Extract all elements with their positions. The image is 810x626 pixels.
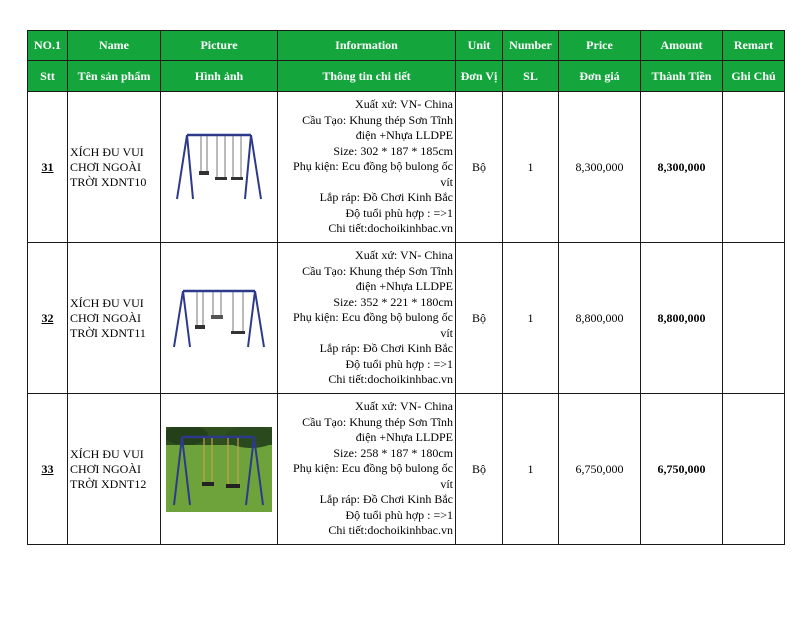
row-remark bbox=[723, 394, 785, 545]
table-row bbox=[28, 92, 785, 243]
header-information: Information bbox=[278, 31, 456, 61]
info-structure: Cầu Tạo: Khung thép Sơn Tĩnh bbox=[302, 263, 453, 278]
info-detail: Chi tiết:dochoikinhbac.vn bbox=[328, 372, 453, 387]
info-accessory: Phụ kiện: Ecu đồng bộ bulong ốc bbox=[293, 159, 453, 174]
row-stt: 31 bbox=[28, 92, 68, 243]
table-row bbox=[28, 394, 785, 545]
info-origin: Xuất xứ: VN- China bbox=[355, 97, 453, 112]
row-qty: 1 bbox=[503, 394, 559, 545]
row-product-name: XÍCH ĐU VUI CHƠI NGOÀI TRỜI XDNT10 bbox=[68, 92, 161, 243]
header-name: Name bbox=[68, 31, 161, 61]
info-assembly: Lắp ráp: Đồ Chơi Kinh Bắc bbox=[319, 190, 453, 205]
row-picture bbox=[161, 92, 278, 243]
header-row-vietnamese bbox=[28, 61, 785, 92]
info-accessory: Phụ kiện: Ecu đồng bộ bulong ốc bbox=[293, 461, 453, 476]
info-structure-cont: điện +Nhựa LLDPE bbox=[355, 279, 453, 294]
row-product-name: XÍCH ĐU VUI CHƠI NGOÀI TRỜI XDNT12 bbox=[68, 394, 161, 545]
swing-set-icon bbox=[173, 133, 265, 201]
row-remark bbox=[723, 243, 785, 394]
info-age: Độ tuổi phù hợp : =>1 bbox=[345, 356, 453, 371]
row-information bbox=[278, 243, 456, 394]
row-information bbox=[278, 394, 456, 545]
swing-photo-icon bbox=[166, 427, 272, 512]
swing-set-icon bbox=[171, 287, 267, 349]
row-product-name: XÍCH ĐU VUI CHƠI NGOÀI TRỜI XDNT11 bbox=[68, 243, 161, 394]
row-picture bbox=[161, 243, 278, 394]
price-quote-table bbox=[27, 30, 785, 545]
info-assembly: Lắp ráp: Đồ Chơi Kinh Bắc bbox=[319, 492, 453, 507]
info-detail: Chi tiết:dochoikinhbac.vn bbox=[328, 523, 453, 538]
row-unit: Bộ bbox=[456, 243, 503, 394]
info-structure-cont: điện +Nhựa LLDPE bbox=[355, 128, 453, 143]
header-number: Number bbox=[503, 31, 559, 61]
info-age: Độ tuổi phù hợp : =>1 bbox=[345, 507, 453, 522]
row-qty: 1 bbox=[503, 243, 559, 394]
row-amount: 8,300,000 bbox=[641, 92, 723, 243]
row-information bbox=[278, 92, 456, 243]
header-picture: Picture bbox=[161, 31, 278, 61]
header-stt: Stt bbox=[28, 61, 68, 92]
row-price: 8,800,000 bbox=[559, 243, 641, 394]
info-accessory-cont: vít bbox=[440, 174, 453, 189]
header-unit: Unit bbox=[456, 31, 503, 61]
info-accessory-cont: vít bbox=[440, 325, 453, 340]
row-qty: 1 bbox=[503, 92, 559, 243]
info-size: Size: 258 * 187 * 180cm bbox=[333, 445, 453, 460]
row-amount: 8,800,000 bbox=[641, 243, 723, 394]
info-accessory: Phụ kiện: Ecu đồng bộ bulong ốc bbox=[293, 310, 453, 325]
row-unit: Bộ bbox=[456, 92, 503, 243]
header-row-english bbox=[28, 31, 785, 61]
info-age: Độ tuổi phù hợp : =>1 bbox=[345, 205, 453, 220]
header-unit-price: Đơn giá bbox=[559, 61, 641, 92]
header-total: Thành Tiền bbox=[641, 61, 723, 92]
header-amount: Amount bbox=[641, 31, 723, 61]
header-unit-vi: Đơn Vị bbox=[456, 61, 503, 92]
row-stt: 33 bbox=[28, 394, 68, 545]
row-price: 6,750,000 bbox=[559, 394, 641, 545]
header-price: Price bbox=[559, 31, 641, 61]
row-stt: 32 bbox=[28, 243, 68, 394]
info-origin: Xuất xứ: VN- China bbox=[355, 399, 453, 414]
info-origin: Xuất xứ: VN- China bbox=[355, 248, 453, 263]
row-price: 8,300,000 bbox=[559, 92, 641, 243]
header-details: Thông tin chi tiết bbox=[278, 61, 456, 92]
row-picture bbox=[161, 394, 278, 545]
header-qty: SL bbox=[503, 61, 559, 92]
info-detail: Chi tiết:dochoikinhbac.vn bbox=[328, 221, 453, 236]
header-remark: Remart bbox=[723, 31, 785, 61]
info-size: Size: 352 * 221 * 180cm bbox=[333, 294, 453, 309]
header-note: Ghi Chú bbox=[723, 61, 785, 92]
info-structure-cont: điện +Nhựa LLDPE bbox=[355, 430, 453, 445]
header-no: NO.1 bbox=[28, 31, 68, 61]
info-accessory-cont: vít bbox=[440, 476, 453, 491]
info-assembly: Lắp ráp: Đồ Chơi Kinh Bắc bbox=[319, 341, 453, 356]
row-amount: 6,750,000 bbox=[641, 394, 723, 545]
info-structure: Cầu Tạo: Khung thép Sơn Tĩnh bbox=[302, 112, 453, 127]
row-remark bbox=[723, 92, 785, 243]
info-structure: Cầu Tạo: Khung thép Sơn Tĩnh bbox=[302, 414, 453, 429]
header-image: Hình ảnh bbox=[161, 61, 278, 92]
row-unit: Bộ bbox=[456, 394, 503, 545]
info-size: Size: 302 * 187 * 185cm bbox=[333, 143, 453, 158]
header-product-name: Tên sản phẩm bbox=[68, 61, 161, 92]
table-row bbox=[28, 243, 785, 394]
